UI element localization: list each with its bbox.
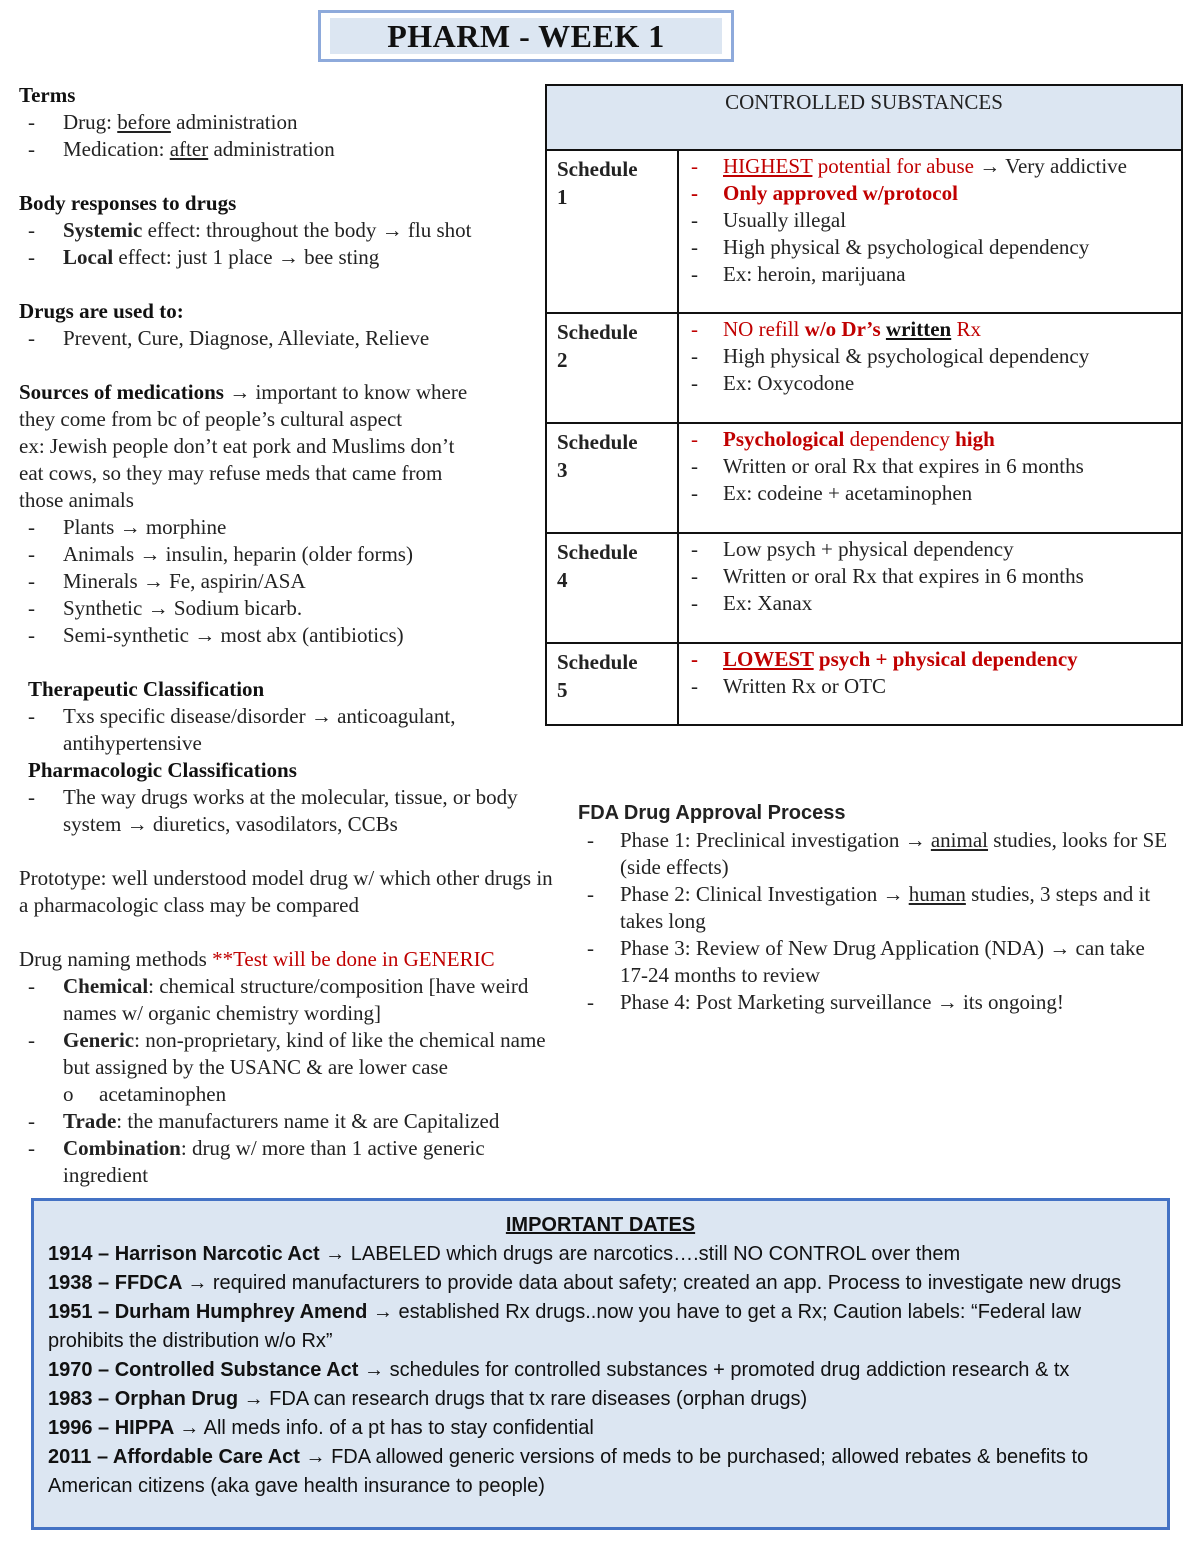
phase-underlined: human bbox=[908, 882, 966, 906]
naming-note: **Test will be done in GENERIC bbox=[212, 947, 495, 971]
arrow-icon: → bbox=[1049, 936, 1071, 960]
trade-term: Trade bbox=[63, 1109, 117, 1133]
generic-text: : non-proprietary, kind of like the chemical name but assigned by the USANC & are lower case bbox=[63, 1028, 546, 1079]
high-text: high bbox=[955, 427, 995, 451]
arrow-icon: → bbox=[882, 882, 904, 906]
list-item: - Usually illegal bbox=[687, 207, 1173, 234]
arrow-icon: → bbox=[229, 380, 251, 404]
sources-line: they come from bc of people’s cultural aspect bbox=[19, 407, 403, 431]
schedule-word: Schedule bbox=[557, 430, 638, 454]
source-type: Minerals bbox=[63, 569, 143, 593]
arrow-icon: → bbox=[179, 1417, 200, 1439]
list-item bbox=[578, 881, 1178, 935]
local-example: bee sting bbox=[298, 245, 380, 269]
source-example: morphine bbox=[140, 515, 227, 539]
list-item: - Ex: heroin, marijuana bbox=[687, 261, 1173, 288]
date-text: schedules for controlled substances + promoted drug addiction research & tx bbox=[384, 1359, 1070, 1381]
list-item: - Written or oral Rx that expires in 6 months bbox=[687, 563, 1173, 590]
date-text: required manufacturers to provide data about safety; created an app. Process to investigate new drugs bbox=[207, 1272, 1122, 1294]
date-title: 1938 – FFDCA bbox=[48, 1272, 188, 1294]
psychological-text: Psychological bbox=[723, 427, 845, 451]
without-dr-text: w/o Dr’s bbox=[804, 317, 886, 341]
list-item: - Written Rx or OTC bbox=[687, 673, 1173, 700]
schedule-items bbox=[678, 150, 1182, 313]
arrow-icon: → bbox=[381, 218, 403, 242]
body-responses-heading: Body responses to drugs bbox=[19, 191, 237, 215]
local-text: effect: just 1 place bbox=[113, 245, 278, 269]
drug-label: Drug: bbox=[63, 110, 118, 134]
arrow-icon: → bbox=[310, 704, 332, 728]
arrow-icon: → bbox=[142, 569, 164, 593]
no-refill-text: NO refill bbox=[723, 317, 805, 341]
list-item bbox=[19, 109, 559, 136]
list-item: - Ex: Xanax bbox=[687, 590, 1173, 617]
important-dates-box bbox=[31, 1198, 1170, 1530]
naming-heading bbox=[19, 946, 559, 973]
systemic-example: flu shot bbox=[402, 218, 472, 242]
phase-text: Phase 2: Clinical Investigation bbox=[620, 882, 883, 906]
fda-heading: FDA Drug Approval Process bbox=[578, 802, 846, 824]
controlled-substances-table bbox=[545, 84, 1183, 726]
phase-detail: can take 17-24 months to review bbox=[620, 936, 1145, 987]
date-entry bbox=[48, 1269, 1153, 1298]
med-label: Medication: bbox=[63, 137, 170, 161]
schedule-items bbox=[678, 533, 1182, 643]
date-text: FDA can research drugs that tx rare diseases (orphan drugs) bbox=[263, 1388, 808, 1410]
list-item bbox=[19, 136, 559, 163]
list-item bbox=[19, 973, 559, 1027]
drug-suffix: administration bbox=[170, 110, 298, 134]
schedule-number: 2 bbox=[557, 348, 568, 372]
schedule-items bbox=[678, 313, 1182, 423]
schedule-label bbox=[546, 533, 678, 643]
date-text: FDA allowed generic versions of meds to be purchased; allowed rebates & benefits to American citizens (aka gave health insurance to people) bbox=[48, 1446, 1089, 1497]
chemical-text: : chemical structure/composition [have weird names w/ organic chemistry wording] bbox=[63, 974, 529, 1025]
uses-heading: Drugs are used to: bbox=[19, 299, 184, 323]
pharmacologic-example: diuretics, vasodilators, CCBs bbox=[147, 812, 398, 836]
source-type: Plants bbox=[63, 515, 120, 539]
uses-list bbox=[19, 325, 559, 352]
list-item bbox=[578, 935, 1178, 989]
arrow-icon: → bbox=[187, 1272, 208, 1294]
list-item: - Only approved w/protocol bbox=[687, 180, 1173, 207]
prototype-text: Prototype: well understood model drug w/ which other drugs in a pharmacologic class may be compared bbox=[19, 866, 553, 917]
table-row bbox=[546, 423, 1182, 533]
schedule-number: 3 bbox=[557, 458, 568, 482]
therapeutic-text: Txs specific disease/disorder bbox=[63, 704, 311, 728]
list-item bbox=[19, 1108, 559, 1135]
arrow-icon: → bbox=[904, 828, 926, 852]
list-item bbox=[578, 827, 1178, 881]
generic-term: Generic bbox=[63, 1028, 135, 1052]
list-item: - Ex: codeine + acetaminophen bbox=[687, 480, 1173, 507]
phase-detail: its ongoing! bbox=[957, 990, 1064, 1014]
date-title: 2011 – Affordable Care Act bbox=[48, 1446, 306, 1468]
arrow-icon: → bbox=[119, 515, 141, 539]
source-example: insulin, heparin (older forms) bbox=[160, 542, 413, 566]
list-item bbox=[19, 541, 559, 568]
pharmacologic-text: The way drugs works at the molecular, tissue, or body system bbox=[63, 785, 518, 836]
date-title: 1983 – Orphan Drug bbox=[48, 1388, 244, 1410]
list-item: - High physical & psychological dependency bbox=[687, 234, 1173, 261]
therapeutic-example: anticoagulant, antihypertensive bbox=[63, 704, 456, 755]
generic-sublist bbox=[19, 1081, 559, 1108]
naming-heading-text: Drug naming methods bbox=[19, 947, 213, 971]
table-row bbox=[546, 643, 1182, 725]
sources-paragraph bbox=[19, 379, 559, 406]
phase-underlined: animal bbox=[930, 828, 989, 852]
list-item bbox=[19, 244, 559, 271]
date-text: All meds info. of a pt has to stay confidential bbox=[199, 1417, 594, 1439]
arrow-icon: → bbox=[305, 1446, 326, 1468]
date-entry bbox=[48, 1356, 1153, 1385]
naming-list bbox=[19, 973, 559, 1081]
date-title: 1951 – Durham Humphrey Amend bbox=[48, 1301, 373, 1323]
arrow-icon: → bbox=[364, 1359, 385, 1381]
fda-section bbox=[578, 800, 1178, 1016]
arrow-icon: → bbox=[277, 245, 299, 269]
phase-detail: studies, looks for SE (side effects) bbox=[620, 828, 1168, 879]
schedule-word: Schedule bbox=[557, 650, 638, 674]
list-item bbox=[687, 153, 1173, 180]
arrow-icon: → bbox=[194, 623, 216, 647]
list-item bbox=[19, 1135, 559, 1189]
list-item bbox=[19, 568, 559, 595]
list-item: - High physical & psychological dependency bbox=[687, 343, 1173, 370]
drug-underlined: before bbox=[117, 110, 171, 134]
list-item bbox=[19, 514, 559, 541]
list-item bbox=[19, 703, 559, 757]
list-item bbox=[19, 217, 559, 244]
list-item bbox=[19, 784, 559, 838]
schedule-items bbox=[678, 643, 1182, 725]
list-item bbox=[687, 426, 1173, 453]
schedule-word: Schedule bbox=[557, 320, 638, 344]
systemic-text: effect: throughout the body bbox=[142, 218, 382, 242]
date-entry bbox=[48, 1443, 1153, 1501]
schedule-number: 5 bbox=[557, 678, 568, 702]
sources-list bbox=[19, 514, 559, 649]
med-suffix: administration bbox=[208, 137, 335, 161]
date-entry bbox=[48, 1414, 1153, 1443]
page-title: PHARM - WEEK 1 bbox=[330, 18, 722, 54]
addictive-text: Very addictive bbox=[1000, 154, 1127, 178]
list-item bbox=[687, 316, 1173, 343]
table-header: CONTROLLED SUBSTANCES bbox=[546, 85, 1182, 150]
abuse-text: potential for abuse bbox=[812, 154, 980, 178]
highest-text: HIGHEST bbox=[723, 154, 813, 178]
list-item bbox=[19, 622, 559, 649]
terms-heading: Terms bbox=[19, 83, 76, 107]
sources-heading: Sources of medications bbox=[19, 380, 224, 404]
title-box bbox=[318, 10, 734, 62]
arrow-icon: → bbox=[979, 154, 1001, 178]
left-column bbox=[19, 82, 559, 1189]
source-type: Synthetic bbox=[63, 596, 148, 620]
list-item bbox=[19, 1027, 559, 1081]
schedule-label bbox=[546, 313, 678, 423]
source-example: Fe, aspirin/ASA bbox=[163, 569, 306, 593]
combination-term: Combination bbox=[63, 1136, 181, 1160]
table-row bbox=[546, 150, 1182, 313]
source-type: Animals bbox=[63, 542, 140, 566]
dates-heading: IMPORTANT DATES bbox=[505, 1214, 696, 1236]
date-entry bbox=[48, 1385, 1153, 1414]
date-text: established Rx drugs..now you have to get a Rx; Caution labels: “Federal law prohibits the distribution w/o Rx” bbox=[48, 1301, 1082, 1352]
schedule-label bbox=[546, 423, 678, 533]
med-underlined: after bbox=[169, 137, 209, 161]
arrow-icon: → bbox=[126, 812, 148, 836]
trade-text: : the manufacturers name it & are Capitalized bbox=[116, 1109, 500, 1133]
lowest-rest-text: psych + physical dependency bbox=[813, 647, 1078, 671]
written-text: written bbox=[885, 317, 952, 341]
list-item bbox=[19, 595, 559, 622]
sources-line: those animals bbox=[19, 488, 134, 512]
schedule-items bbox=[678, 423, 1182, 533]
naming-list-2 bbox=[19, 1108, 559, 1189]
therapeutic-heading: Therapeutic Classification bbox=[28, 677, 265, 701]
fda-list bbox=[578, 827, 1178, 1016]
dependency-text: dependency bbox=[844, 427, 956, 451]
arrow-icon: → bbox=[372, 1301, 393, 1323]
schedule-word: Schedule bbox=[557, 540, 638, 564]
source-example: most abx (antibiotics) bbox=[215, 623, 404, 647]
list-item bbox=[687, 646, 1173, 673]
arrow-icon: → bbox=[147, 596, 169, 620]
date-entry bbox=[48, 1298, 1153, 1356]
arrow-icon: → bbox=[243, 1388, 264, 1410]
source-type: Semi-synthetic bbox=[63, 623, 195, 647]
body-responses-list bbox=[19, 217, 559, 271]
phase-text: Phase 4: Post Marketing surveillance bbox=[620, 990, 937, 1014]
phase-detail: studies, 3 steps and it takes long bbox=[620, 882, 1151, 933]
table-row bbox=[546, 313, 1182, 423]
chemical-term: Chemical bbox=[63, 974, 149, 998]
date-title: 1970 – Controlled Substance Act bbox=[48, 1359, 365, 1381]
pharmacologic-heading: Pharmacologic Classifications bbox=[28, 758, 297, 782]
list-item bbox=[578, 989, 1178, 1016]
list-item: - Prevent, Cure, Diagnose, Alleviate, Relieve bbox=[19, 325, 559, 352]
schedule-label bbox=[546, 643, 678, 725]
phase-text: Phase 1: Preclinical investigation bbox=[620, 828, 905, 852]
arrow-icon: → bbox=[325, 1243, 346, 1265]
list-item: - Written or oral Rx that expires in 6 months bbox=[687, 453, 1173, 480]
table-row bbox=[546, 533, 1182, 643]
rx-text: Rx bbox=[951, 317, 981, 341]
arrow-icon: → bbox=[139, 542, 161, 566]
schedule-number: 4 bbox=[557, 568, 568, 592]
date-text: LABELED which drugs are narcotics….still NO CONTROL over them bbox=[345, 1243, 961, 1265]
phase-text: Phase 3: Review of New Drug Application (NDA) bbox=[620, 936, 1050, 960]
schedule-label bbox=[546, 150, 678, 313]
list-item: - Low psych + physical dependency bbox=[687, 536, 1173, 563]
lowest-text: LOWEST bbox=[723, 647, 814, 671]
combination-text: : drug w/ more than 1 active generic ingredient bbox=[63, 1136, 485, 1187]
list-item: - Ex: Oxycodone bbox=[687, 370, 1173, 397]
date-title: 1996 – HIPPA bbox=[48, 1417, 180, 1439]
arrow-icon: → bbox=[936, 990, 958, 1014]
sources-line: eat cows, so they may refuse meds that came from bbox=[19, 461, 443, 485]
schedule-word: Schedule bbox=[557, 157, 638, 181]
date-entry bbox=[48, 1240, 1153, 1269]
list-item: o acetaminophen bbox=[63, 1081, 559, 1108]
local-term: Local bbox=[63, 245, 114, 269]
terms-list bbox=[19, 109, 559, 163]
schedule-number: 1 bbox=[557, 185, 568, 209]
sources-heading-after: important to know where bbox=[250, 380, 468, 404]
systemic-term: Systemic bbox=[63, 218, 143, 242]
therapeutic-list bbox=[19, 703, 559, 757]
date-title: 1914 – Harrison Narcotic Act bbox=[48, 1243, 326, 1265]
source-example: Sodium bicarb. bbox=[168, 596, 303, 620]
pharmacologic-list bbox=[19, 784, 559, 838]
sources-line: ex: Jewish people don’t eat pork and Muslims don’t bbox=[19, 434, 455, 458]
